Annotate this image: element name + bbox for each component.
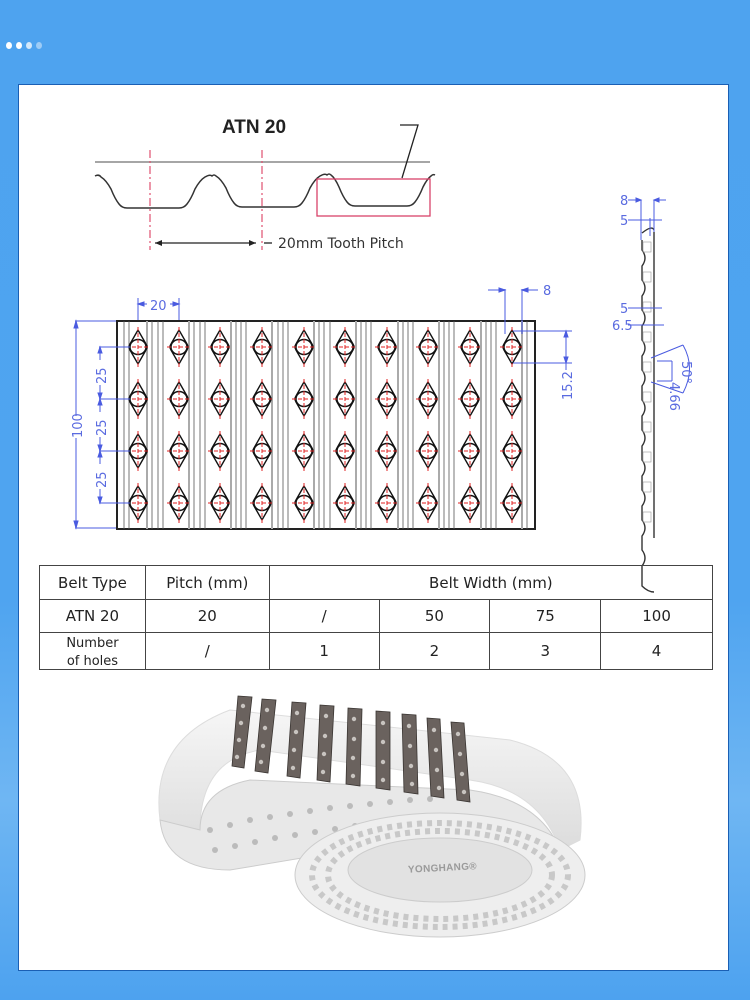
dim-side-mid-b: 6.5 <box>612 319 633 334</box>
dim-side-mid-a: 5 <box>620 302 629 317</box>
table-row-type <box>40 600 713 633</box>
product-photo <box>140 680 620 940</box>
cell-pitch: 20 <box>145 600 269 633</box>
tooth-profile-drawing <box>95 125 435 250</box>
dim-row-spacing-1: 25 <box>95 367 110 384</box>
cell-holes-3: 3 <box>490 633 601 670</box>
cell-holes-2: 2 <box>379 633 490 670</box>
holes-label-line1: Number <box>66 636 119 651</box>
cell-width-1: / <box>269 600 379 633</box>
dim-side-angle: 50° <box>678 361 693 385</box>
dim-total-width: 100 <box>71 413 86 438</box>
belt-plan-drawing <box>71 284 576 529</box>
table-header-row <box>40 566 713 600</box>
table-row-holes <box>40 633 713 670</box>
cell-width-3: 75 <box>490 600 601 633</box>
header-pitch: Pitch (mm) <box>145 566 269 600</box>
dim-hole-length: 15.2 <box>561 371 576 400</box>
cell-width-2: 50 <box>379 600 490 633</box>
cell-width-4: 100 <box>601 600 713 633</box>
header-belt-type: Belt Type <box>40 566 146 600</box>
cell-holes-4: 4 <box>601 633 713 670</box>
holes-label-line2: of holes <box>66 654 119 669</box>
dim-pitch: 20 <box>150 299 167 314</box>
dim-side-depth: 4.66 <box>666 382 681 411</box>
drawing-title: ATN 20 <box>222 117 287 138</box>
header-belt-width: Belt Width (mm) <box>269 566 712 600</box>
cell-belt-type: ATN 20 <box>40 600 146 633</box>
brand-label: YONGHANG® <box>407 861 478 876</box>
spec-table <box>39 565 713 670</box>
tooth-pitch-label: 20mm Tooth Pitch <box>278 236 404 252</box>
dim-row-spacing-3: 25 <box>95 471 110 488</box>
dim-hole-width: 8 <box>543 284 552 299</box>
dim-row-spacing-2: 25 <box>95 419 110 436</box>
cell-holes-label <box>40 633 146 670</box>
cell-holes-1: 1 <box>269 633 379 670</box>
belt-side-drawing <box>612 194 693 592</box>
dim-side-top-inner: 5 <box>620 214 629 229</box>
cell-holes-pitch: / <box>145 633 269 670</box>
dim-side-top-width: 8 <box>620 194 629 209</box>
